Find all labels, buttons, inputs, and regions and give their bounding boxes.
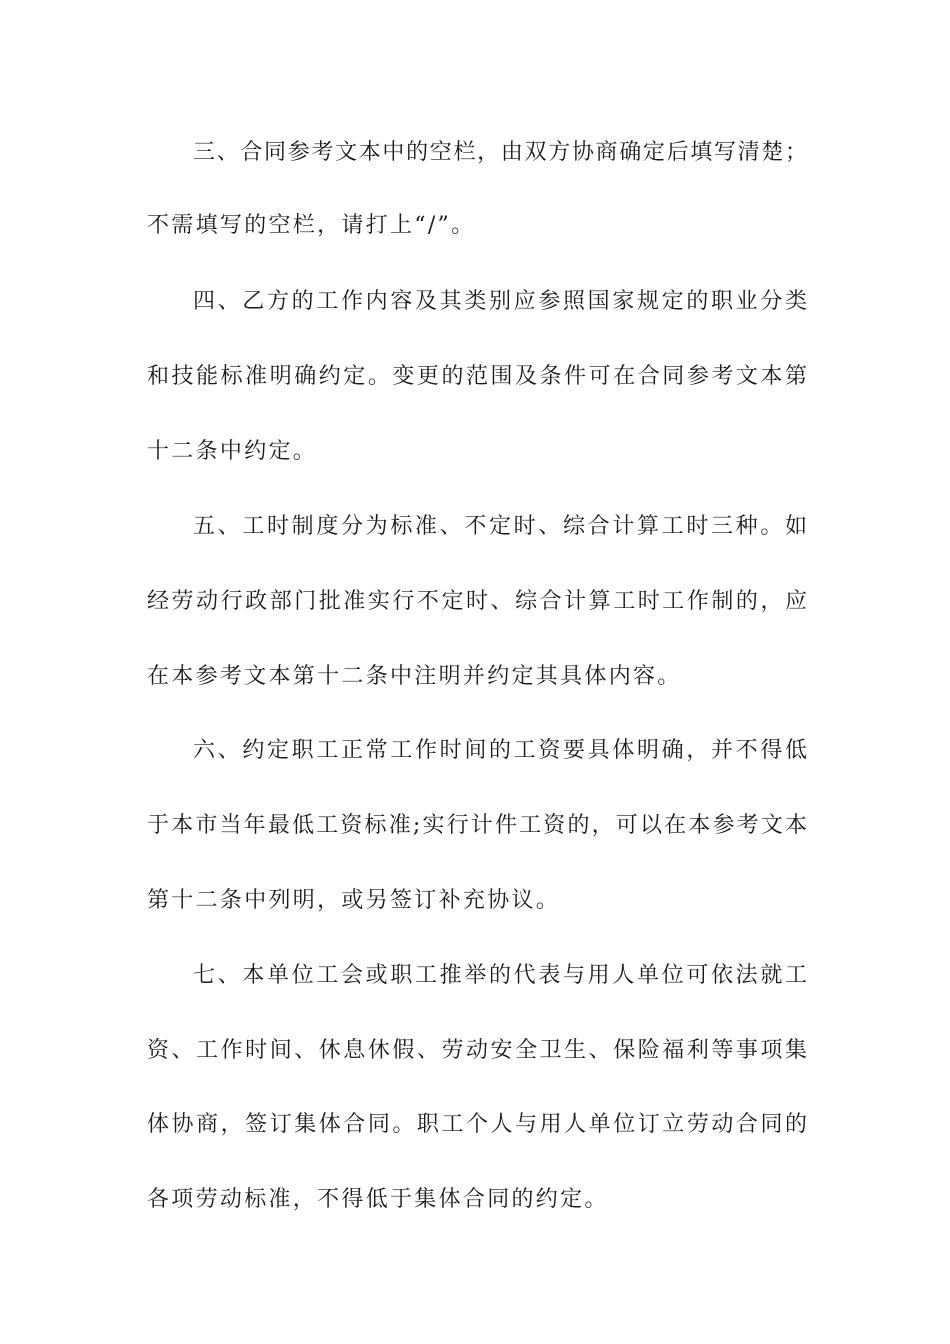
paragraph-4-line-1: 四、乙方的工作内容及其类别应参照国家规定的职业分类 (193, 289, 807, 314)
paragraph-7-line-1: 七、本单位工会或职工推举的代表与用人单位可依法就工 (193, 963, 807, 988)
paragraph-4-line-2: 和技能标准明确约定。变更的范围及条件可在合同参考文本第 (147, 364, 807, 389)
paragraph-7-line-2: 资、工作时间、休息休假、劳动安全卫生、保险福利等事项集 (147, 1038, 807, 1063)
paragraph-3-line-1: 三、合同参考文本中的空栏，由双方协商确定后填写清楚； (193, 140, 807, 165)
paragraph-7-line-3: 体协商，签订集体合同。职工个人与用人单位订立劳动合同的 (147, 1112, 807, 1137)
paragraph-5-line-2: 经劳动行政部门批准实行不定时、综合计算工时工作制的，应 (147, 589, 807, 614)
paragraph-5-line-3: 在本参考文本第十二条中注明并约定其具体内容。 (147, 664, 682, 689)
paragraph-6-line-2: 于本市当年最低工资标准;实行计件工资的，可以在本参考文本 (147, 813, 807, 838)
paragraph-3-line-2: 不需填写的空栏，请打上“/”。 (147, 213, 476, 238)
paragraph-6-line-3: 第十二条中列明，或另签订补充协议。 (147, 888, 561, 913)
paragraph-4-line-3: 十二条中约定。 (147, 439, 318, 464)
paragraph-5-line-1: 五、工时制度分为标准、不定时、综合计算工时三种。如 (193, 514, 807, 539)
paragraph-6-line-1: 六、约定职工正常工作时间的工资要具体明确，并不得低 (193, 738, 807, 763)
paragraph-7-line-4: 各项劳动标准，不得低于集体合同的约定。 (147, 1187, 609, 1212)
